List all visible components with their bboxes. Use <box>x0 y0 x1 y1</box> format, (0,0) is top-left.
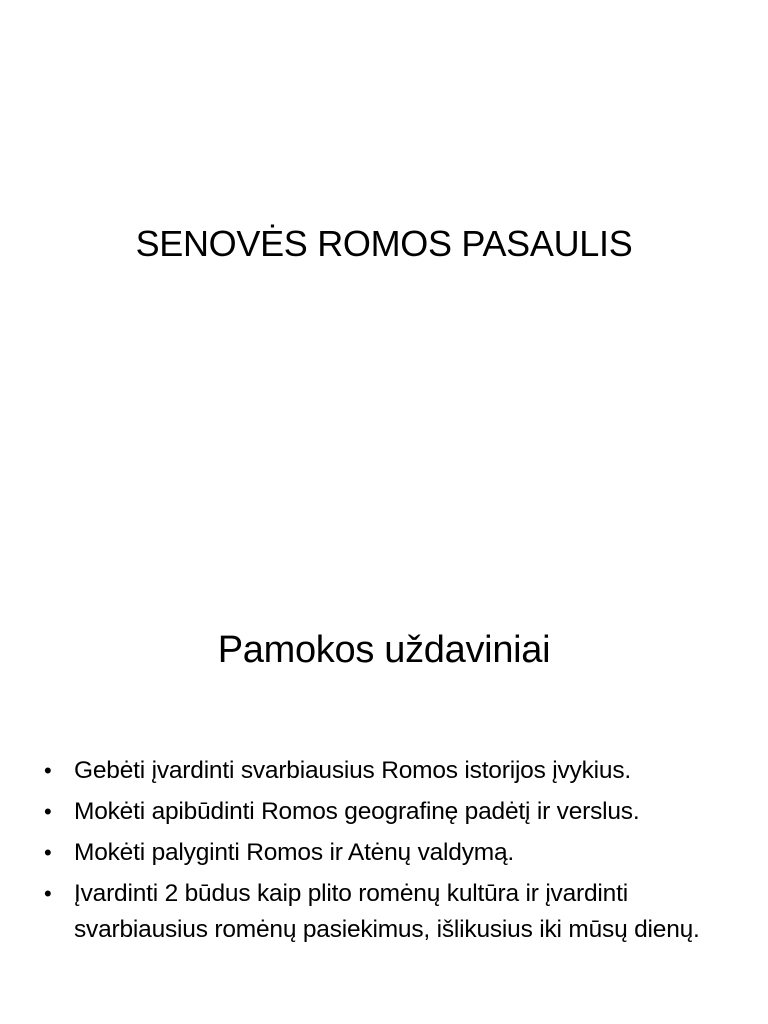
objectives-list <box>44 753 734 953</box>
section-heading: Pamokos uždaviniai <box>217 629 551 671</box>
list-item <box>44 876 734 948</box>
list-item-text: Mokėti apibūdinti Romos geografinę padėtį ir verslus. <box>74 798 640 825</box>
list-item-text: Gebėti įvardinti svarbiausius Romos istorijos įvykius. <box>74 757 631 784</box>
bullet-icon: • <box>44 840 52 865</box>
list-item <box>44 794 734 830</box>
list-item-text: Įvardinti 2 būdus kaip plito romėnų kultūra ir įvardinti svarbiausius romėnų pasiekimus, išlikusius iki mūsų dienų. <box>74 880 700 943</box>
list-item-text: Mokėti palyginti Romos ir Atėnų valdymą. <box>74 839 514 866</box>
slide-title: SENOVĖS ROMOS PASAULIS <box>135 223 633 264</box>
bullet-icon: • <box>44 881 52 906</box>
list-item <box>44 753 734 789</box>
list-item <box>44 835 734 871</box>
bullet-icon: • <box>44 758 52 783</box>
bullet-icon: • <box>44 799 52 824</box>
